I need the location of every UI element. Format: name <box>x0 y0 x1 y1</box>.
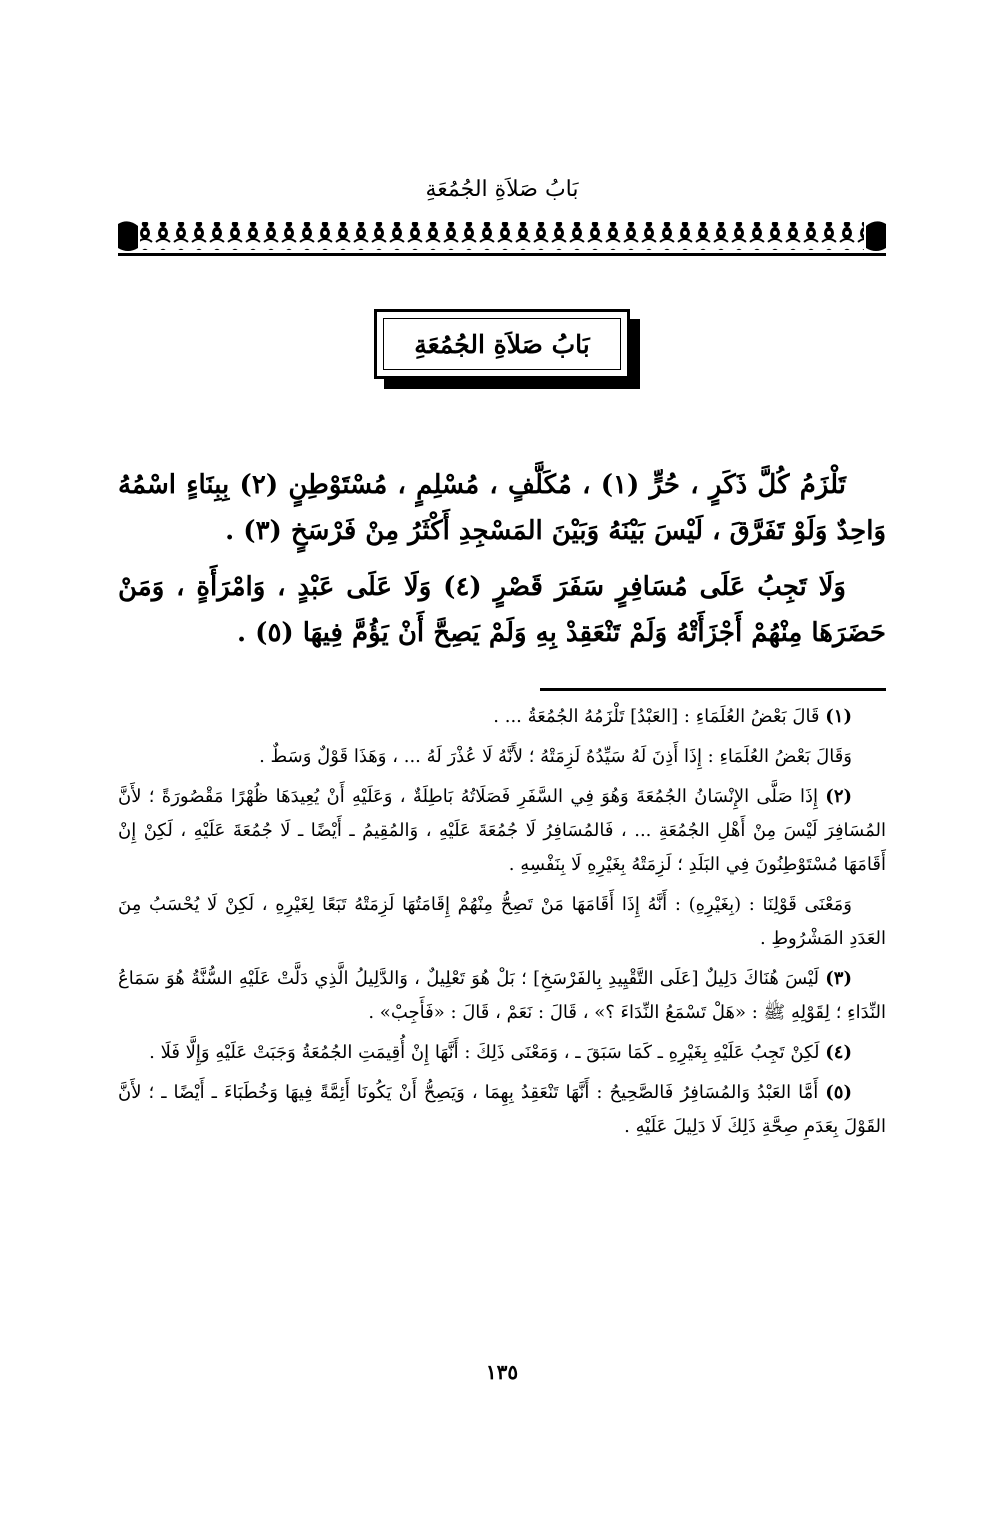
title-frame-box <box>374 309 630 379</box>
main-text <box>118 462 886 666</box>
footnote-number: (٤) <box>825 1042 852 1063</box>
footnotes <box>118 700 886 1150</box>
footnote-number: (٢) <box>825 786 853 807</box>
footnote-text: وَمَعْنَى قَوْلِنَا : (بِغَيْرِهِ) : أَنَّهُ إِذَا أَقَامَهَا مَنْ تَصِحُّ مِنْهُمْ إِقَامَتُهَا لَزِمَتْهُ تَبَعًا لِغَيْرِهِ ، لَكِنْ لَا يُحْسَبُ مِنَ العَدَدِ المَشْرُوطِ . <box>118 894 886 949</box>
footnote-3 <box>118 962 886 1030</box>
footnote-2-continued <box>118 888 886 956</box>
footnote-1-continued <box>118 740 886 774</box>
footnote-text: لَكِنْ تَجِبُ عَلَيْهِ بِغَيْرِهِ ـ كَمَا سَبَقَ ـ ، وَمَعْنَى ذَلِكَ : أَنَّهَا إِنْ أُقِيمَتِ الجُمُعَةُ وَجَبَتْ عَلَيْهِ وَإِلَّا فَلَا . <box>149 1042 820 1063</box>
footnote-1 <box>118 700 886 734</box>
footnote-text: أَمَّا العَبْدُ وَالمُسَافِرُ فَالصَّحِيحُ : أَنَّهَا تَنْعَقِدُ بِهِمَا ، وَيَصِحُّ أَنْ يَكُونَا أَئِمَّةً فِيهَا وَخُطَبَاءَ ـ أَيْضًا ـ ؛ لأَنَّ القَوْلَ بِعَدَمِ صِحَّةِ ذَلِكَ لَا دَلِيلَ عَلَيْهِ . <box>118 1082 886 1137</box>
main-paragraph-2: وَلَا تَجِبُ عَلَى مُسَافِرٍ سَفَرَ قَصْرٍ (٤) وَلَا عَلَى عَبْدٍ ، وَامْرَأَةٍ ، وَمَنْ حَضَرَهَا مِنْهُمْ أَجْزَأَتْهُ وَلَمْ تَنْعَقِدْ بِهِ وَلَمْ يَصِحَّ أَنْ يَؤُمَّ فِيهَا (٥) . <box>118 572 886 648</box>
chapter-title: بَابُ صَلاَةِ الجُمُعَةِ <box>414 329 590 359</box>
footnote-number: (٥) <box>825 1082 852 1103</box>
running-head: بَابُ صَلاَةِ الجُمُعَةِ <box>425 177 579 202</box>
chapter-title-frame <box>374 309 640 389</box>
footnote-text: لَيْسَ هُنَاكَ دَلِيلٌ [عَلَى التَّقْيِيدِ بِالفَرْسَخِ] ؛ بَلْ هُوَ تَعْلِيلٌ ، وَالدَّلِيلُ الَّذِي دَلَّتْ عَلَيْهِ السُّنَّةُ هُوَ سَمَاعُ النِّدَاءِ ؛ لِقَوْلِهِ ﷺ : «هَلْ تَسْمَعُ النِّدَاءَ ؟» ، قَالَ : نَعَمْ ، قَالَ : «فَأَجِبْ» . <box>118 968 886 1023</box>
footnote-text: إِذَا صَلَّى الإِنْسَانُ الجُمُعَةَ وَهُوَ فِي السَّفَرِ فَصَلَاتُهُ بَاطِلَةٌ ، وَعَلَيْهِ أَنْ يُعِيدَهَا ظُهْرًا مَقْصُورَةً ؛ لأَنَّ المُسَافِرَ لَيْسَ مِنْ أَهْلِ الجُمُعَةِ ... ، فَالمُسَافِرُ لَا جُمُعَةَ عَلَيْهِ ، وَالمُقِيمُ ـ أَيْضًا ـ لَا جُمُعَةَ عَلَيْهِ ، لَكِنْ إِنْ أَقَامَهَا مُسْتَوْطِنُونَ فِي البَلَدِ ؛ لَزِمَتْهُ بِغَيْرِهِ لَا بِنَفْسِهِ . <box>118 786 886 875</box>
floral-ornament-band <box>118 218 886 258</box>
footnote-5 <box>118 1076 886 1144</box>
footnote-2 <box>118 780 886 882</box>
footnote-text: وَقَالَ بَعْضُ العُلَمَاءِ : إِذَا أَذِنَ لَهُ سَيِّدُهُ لَزِمَتْهُ ؛ لأَنَّهُ لَا عُذْرَ لَهُ ... ، وَهَذَا قَوْلٌ وَسَطٌ . <box>259 746 852 767</box>
footnote-number: (٣) <box>825 968 852 989</box>
footnote-number: (١) <box>825 706 852 727</box>
footnote-text: قَالَ بَعْضُ العُلَمَاءِ : [العَبْدُ] تَلْزَمُهُ الجُمُعَةُ ... . <box>493 706 820 727</box>
page-number: ١٣٥ <box>485 1360 519 1384</box>
footnote-4 <box>118 1036 886 1070</box>
main-paragraph-1: تَلْزَمُ كُلَّ ذَكَرٍ ، حُرٍّ (١) ، مُكَلَّفٍ ، مُسْلِمٍ ، مُسْتَوْطِنٍ (٢) بِبِنَاءٍ اسْمُهُ وَاحِدٌ وَلَوْ تَفَرَّقَ ، لَيْسَ بَيْنَهُ وَبَيْنَ المَسْجِدِ أَكْثَرُ مِنْ فَرْسَخٍ (٣) . <box>118 470 886 546</box>
footnote-separator <box>540 688 886 691</box>
